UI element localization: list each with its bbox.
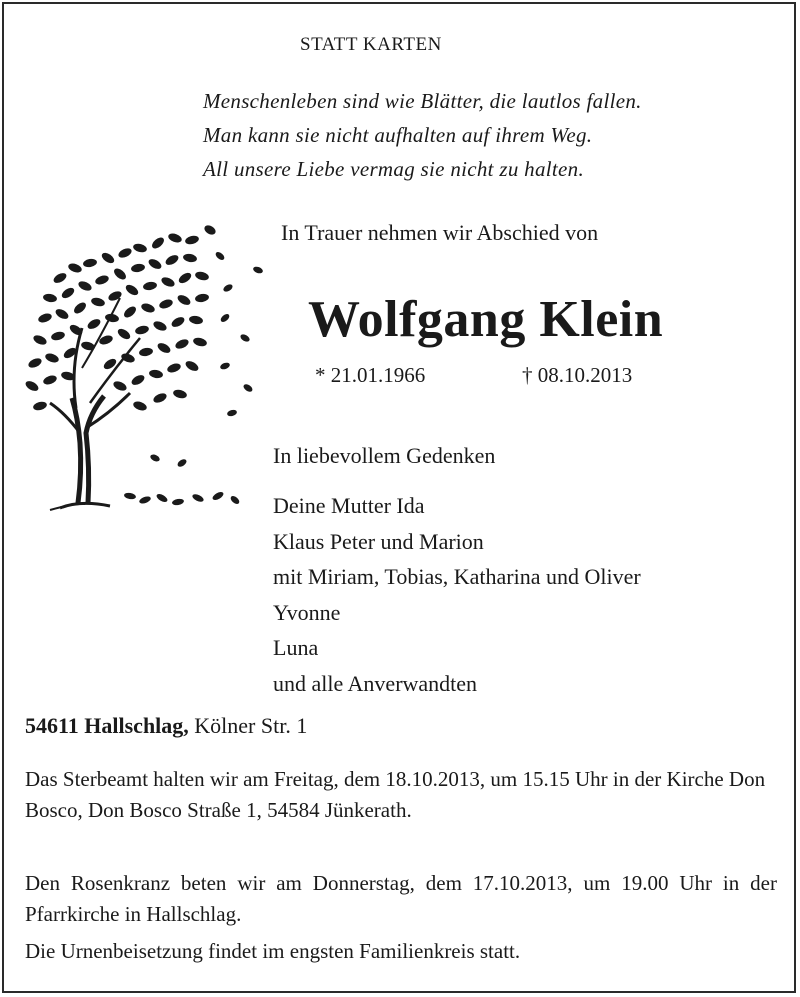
family-member: mit Miriam, Tobias, Katharina und Oliver [273, 564, 641, 589]
burial-info: Die Urnenbeisetzung findet im engsten Familienkreis statt. [25, 939, 521, 963]
poem-line: Man kann sie nicht aufhalten auf ihrem Weg. [203, 123, 593, 147]
statt-karten-heading: STATT KARTEN [300, 34, 442, 55]
funeral-mass-info: Das Sterbeamt halten wir am Freitag, dem 18.10.2013, um 15.15 Uhr in der Kirche Don Bosco, Don Bosco Straße 1, 54584 Jünkerath. [25, 767, 766, 822]
intro-text: In Trauer nehmen wir Abschied von [281, 220, 599, 245]
rosary-info: Den Rosenkranz beten wir am Donnerstag, dem 17.10.2013, um 19.00 Uhr in der Pfarrkirche in Hallschlag. [25, 871, 777, 926]
poem-line: All unsere Liebe vermag sie nicht zu halten. [203, 157, 585, 181]
address-street: Kölner Str. 1 [194, 713, 308, 738]
family-member: Luna [273, 635, 319, 660]
address-city: 54611 Hallschlag, [25, 713, 189, 738]
address [25, 713, 307, 739]
family-list [273, 488, 641, 701]
family-member: Klaus Peter und Marion [273, 528, 484, 554]
family-member: und alle Anverwandten [273, 670, 478, 696]
poem-line: Menschenleben sind wie Blätter, die lautlos fallen. [203, 89, 642, 113]
gedenken-text: In liebevollem Gedenken [273, 443, 496, 468]
family-member: Deine Mutter Ida [273, 493, 425, 518]
birth-date: * 21.01.1966 [315, 363, 426, 387]
tree-with-falling-leaves-icon [20, 218, 270, 518]
family-member: Yvonne [273, 599, 341, 625]
deceased-name: Wolfgang Klein [308, 291, 664, 348]
poem [203, 84, 642, 186]
death-date: † 08.10.2013 [522, 363, 633, 387]
